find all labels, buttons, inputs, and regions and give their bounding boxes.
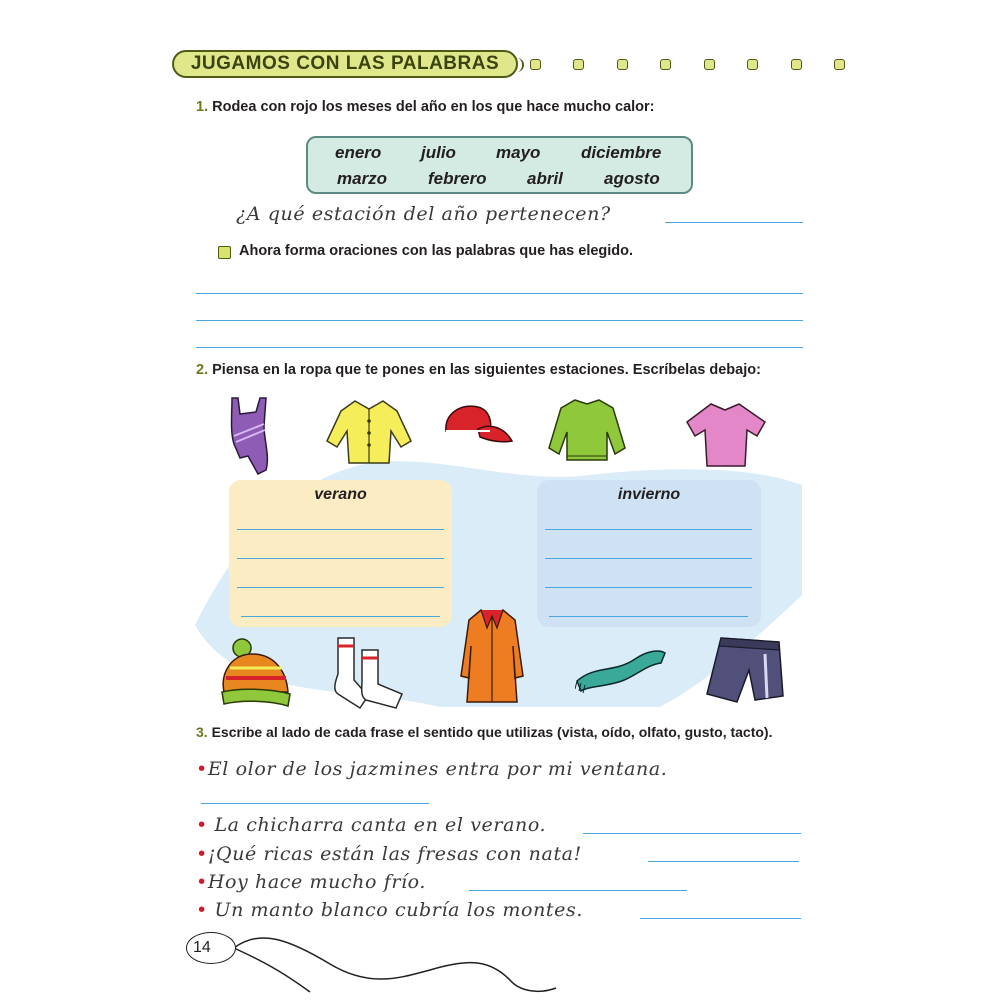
writing-line[interactable]: [196, 320, 803, 321]
writing-line[interactable]: [545, 587, 752, 588]
exercise2-number: 2.: [196, 362, 209, 378]
decor-square-icon: [617, 59, 628, 70]
exercise2-instruction: [196, 362, 761, 378]
wool-hat-icon: [218, 636, 292, 710]
answer-line[interactable]: [201, 803, 429, 804]
writing-line[interactable]: [237, 529, 444, 530]
exercise3-text: Escribe al lado de cada frase el sentido que utilizas (vista, oído, olfato, gusto, tacto).: [211, 724, 773, 740]
answer-line[interactable]: [469, 890, 687, 891]
sweater-icon: [547, 396, 627, 466]
decor-square-icon: [660, 59, 671, 70]
checkbox-square-icon: [218, 246, 231, 259]
month-word[interactable]: mayo: [496, 143, 541, 162]
month-word[interactable]: diciembre: [581, 143, 662, 162]
month-word[interactable]: julio: [421, 143, 456, 162]
answer-line[interactable]: [665, 222, 803, 223]
months-box: [306, 136, 693, 194]
exercise1-number: 1.: [196, 99, 209, 115]
bullet-icon: •: [196, 758, 208, 780]
shorts-icon: [705, 634, 785, 706]
swimsuit-icon: [226, 396, 272, 476]
sentence-row: [196, 814, 546, 836]
blouse-icon: [325, 397, 413, 469]
scarf-icon: [575, 645, 667, 695]
cap-icon: [442, 401, 514, 447]
month-word[interactable]: enero: [335, 143, 382, 162]
decor-square-icon: [704, 59, 715, 70]
exercise1-text: Rodea con rojo los meses del año en los que hace mucho calor:: [212, 99, 655, 115]
month-word[interactable]: marzo: [337, 169, 388, 188]
bullet-icon: •: [196, 899, 208, 921]
decor-square-icon: [791, 59, 802, 70]
writing-line[interactable]: [241, 616, 440, 617]
cable-decoration: [220, 930, 560, 1000]
answer-line[interactable]: [583, 833, 801, 834]
decor-square-icon: [834, 59, 845, 70]
writing-line[interactable]: [545, 529, 752, 530]
decor-square-icon: [747, 59, 758, 70]
writing-line[interactable]: [237, 587, 444, 588]
winter-box: [537, 480, 761, 627]
tshirt-icon: [685, 400, 767, 470]
month-word[interactable]: febrero: [428, 169, 487, 188]
bullet-icon: •: [196, 843, 208, 865]
title-pill-tip: [512, 58, 524, 72]
sentence-row: [196, 758, 667, 780]
decor-square-icon: [530, 59, 541, 70]
sentence-text: Hoy hace mucho frío.: [207, 871, 427, 893]
winter-label: invierno: [617, 486, 681, 503]
bullet-icon: •: [196, 871, 208, 893]
exercise1-sub-instruction: Ahora forma oraciones con las palabras que has elegido.: [239, 243, 634, 259]
writing-line[interactable]: [549, 616, 748, 617]
exercise3-number: 3.: [196, 724, 208, 740]
writing-line[interactable]: [196, 347, 803, 348]
sentence-text: La chicharra canta en el verano.: [214, 814, 547, 836]
sentence-text: El olor de los jazmines entra por mi ventana.: [207, 758, 668, 780]
answer-line[interactable]: [640, 918, 801, 919]
page-number: 14: [193, 939, 211, 956]
exercise3-instruction: [196, 724, 772, 740]
sentence-row: [196, 899, 583, 921]
decor-square-icon: [573, 59, 584, 70]
season-question: ¿A qué estación del año pertenecen?: [236, 203, 611, 225]
writing-line[interactable]: [545, 558, 752, 559]
writing-line[interactable]: [237, 558, 444, 559]
sentence-row: [196, 843, 582, 865]
sentence-row: [196, 871, 426, 893]
socks-icon: [328, 634, 408, 712]
exercise2-text: Piensa en la ropa que te pones en las siguientes estaciones. Escríbelas debajo:: [212, 362, 761, 378]
exercise1-instruction: [196, 99, 655, 115]
writing-line[interactable]: [196, 293, 803, 294]
summer-label: verano: [314, 486, 367, 503]
sentence-text: ¡Qué ricas están las fresas con nata!: [207, 843, 582, 865]
month-word[interactable]: abril: [527, 169, 563, 188]
coat-icon: [457, 606, 527, 706]
bullet-icon: •: [196, 814, 208, 836]
answer-line[interactable]: [648, 861, 799, 862]
summer-box: [229, 480, 452, 627]
month-word[interactable]: agosto: [604, 169, 660, 188]
section-title: JUGAMOS CON LAS PALABRAS: [172, 50, 518, 78]
sentence-text: Un manto blanco cubría los montes.: [214, 899, 583, 921]
